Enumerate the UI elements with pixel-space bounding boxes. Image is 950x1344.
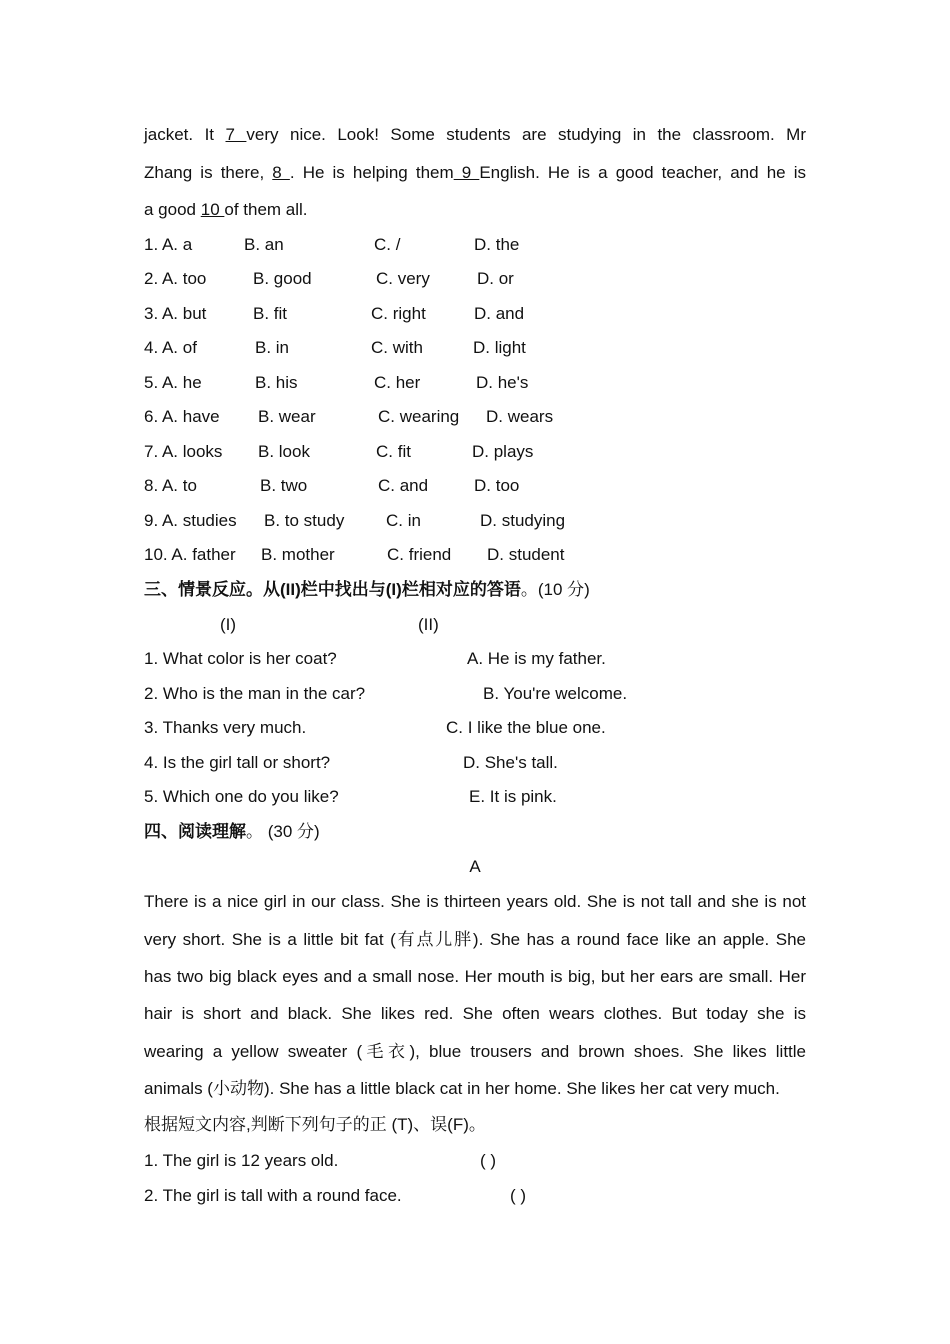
option-b: B. wear xyxy=(258,407,316,426)
match-answer: D. She's tall. xyxy=(463,753,558,772)
tf-instruction: 根据短文内容,判断下列句子的正 (T)、误(F)。 xyxy=(144,1115,486,1134)
section-3-heading xyxy=(144,579,806,601)
option-a: 8. A. to xyxy=(144,476,197,495)
option-b: B. to study xyxy=(264,511,345,530)
match-answer: B. You're welcome. xyxy=(483,684,628,703)
blank-9: 9 xyxy=(453,163,480,182)
option-b: B. look xyxy=(258,442,310,461)
option-c: C. her xyxy=(374,373,421,392)
section-4-heading xyxy=(144,821,806,843)
cloze-text: English. He is a good teacher, and he is xyxy=(479,163,806,182)
cloze-text: of them all. xyxy=(224,200,308,219)
match-question: 5. Which one do you like? xyxy=(144,787,339,806)
option-c: C. wearing xyxy=(378,407,460,426)
passage-line: very short. She is a little bit fat (有点儿胖). She has a round face like an apple. She xyxy=(144,930,806,949)
option-d: D. student xyxy=(487,545,565,564)
option-a: 5. A. he xyxy=(144,373,202,392)
blank-10: 10 xyxy=(200,200,225,219)
option-c: C. / xyxy=(374,235,401,254)
option-d: D. studying xyxy=(480,511,566,530)
cloze-text: jacket. It xyxy=(144,125,226,144)
option-b: B. mother xyxy=(261,545,335,564)
option-a: 6. A. have xyxy=(144,407,220,426)
tf-question: 2. The girl is tall with a round face. xyxy=(144,1186,402,1205)
option-a: 4. A. of xyxy=(144,338,197,357)
option-a: 3. A. but xyxy=(144,304,207,323)
match-answer: A. He is my father. xyxy=(467,649,606,668)
cloze-text: . He is helping them xyxy=(289,163,454,182)
passage-line: has two big black eyes and a small nose. Her mouth is big, but her ears are small. Her xyxy=(144,967,806,986)
blank-8: 8 xyxy=(272,163,290,182)
option-c: C. friend xyxy=(387,545,452,564)
option-c: C. and xyxy=(378,476,429,495)
answer-blank[interactable]: ( ) xyxy=(480,1151,497,1170)
cloze-text: a good xyxy=(144,200,201,219)
match-question: 4. Is the girl tall or short? xyxy=(144,753,331,772)
option-d: D. too xyxy=(474,476,520,495)
match-answer: E. It is pink. xyxy=(469,787,557,806)
option-b: B. fit xyxy=(253,304,288,323)
section-3-title: 三、情景反应。从(II)栏中找出与(I)栏相对应的答语 xyxy=(144,580,521,599)
passage-line: animals (小动物). She has a little black cat in her home. She likes her cat very much. xyxy=(144,1079,780,1098)
passage-line: There is a nice girl in our class. She is thirteen years old. She is not tall and she is not xyxy=(144,892,806,911)
option-d: D. the xyxy=(474,235,520,254)
blank-7: 7 xyxy=(225,125,247,144)
option-b: B. an xyxy=(244,235,284,254)
option-a: 2. A. too xyxy=(144,269,207,288)
option-a: 7. A. looks xyxy=(144,442,223,461)
option-d: D. or xyxy=(477,269,514,288)
match-answer: C. I like the blue one. xyxy=(446,718,606,737)
cloze-line-3 xyxy=(144,199,806,221)
option-c: C. very xyxy=(376,269,430,288)
match-question: 2. Who is the man in the car? xyxy=(144,684,366,703)
option-b: B. in xyxy=(255,338,290,357)
cloze-text: very nice. Look! Some students are studying in the classroom. Mr xyxy=(246,125,807,144)
tf-question: 1. The girl is 12 years old. xyxy=(144,1151,339,1170)
answer-blank[interactable]: ( ) xyxy=(510,1186,527,1205)
option-b: B. good xyxy=(253,269,312,288)
option-c: C. in xyxy=(386,511,421,530)
column-ii-header: (II) xyxy=(418,615,439,634)
option-b: B. two xyxy=(260,476,308,495)
section-4-score: 。 (30 分) xyxy=(246,822,320,841)
passage-line: wearing a yellow sweater (毛衣), blue trousers and brown shoes. She likes little xyxy=(144,1042,806,1061)
passage-line: hair is short and black. She likes red. She often wears clothes. But today she is xyxy=(144,1004,806,1023)
option-d: D. plays xyxy=(472,442,534,461)
option-a: 9. A. studies xyxy=(144,511,237,530)
passage-title: A xyxy=(469,857,481,876)
cloze-line-1 xyxy=(144,124,806,146)
match-question: 3. Thanks very much. xyxy=(144,718,307,737)
option-d: D. wears xyxy=(486,407,554,426)
column-i-header: (I) xyxy=(220,615,237,634)
option-b: B. his xyxy=(255,373,298,392)
match-question: 1. What color is her coat? xyxy=(144,649,337,668)
option-c: C. with xyxy=(371,338,423,357)
section-4-title: 四、阅读理解 xyxy=(144,822,246,841)
section-3-score: 。(10 分) xyxy=(520,580,590,599)
option-c: C. fit xyxy=(376,442,411,461)
cloze-text: Zhang is there, xyxy=(144,163,273,182)
cloze-line-2 xyxy=(144,162,806,184)
option-d: D. light xyxy=(473,338,526,357)
option-c: C. right xyxy=(371,304,426,323)
option-a: 10. A. father xyxy=(144,545,236,564)
option-d: D. he's xyxy=(476,373,529,392)
option-d: D. and xyxy=(474,304,525,323)
option-a: 1. A. a xyxy=(144,235,193,254)
